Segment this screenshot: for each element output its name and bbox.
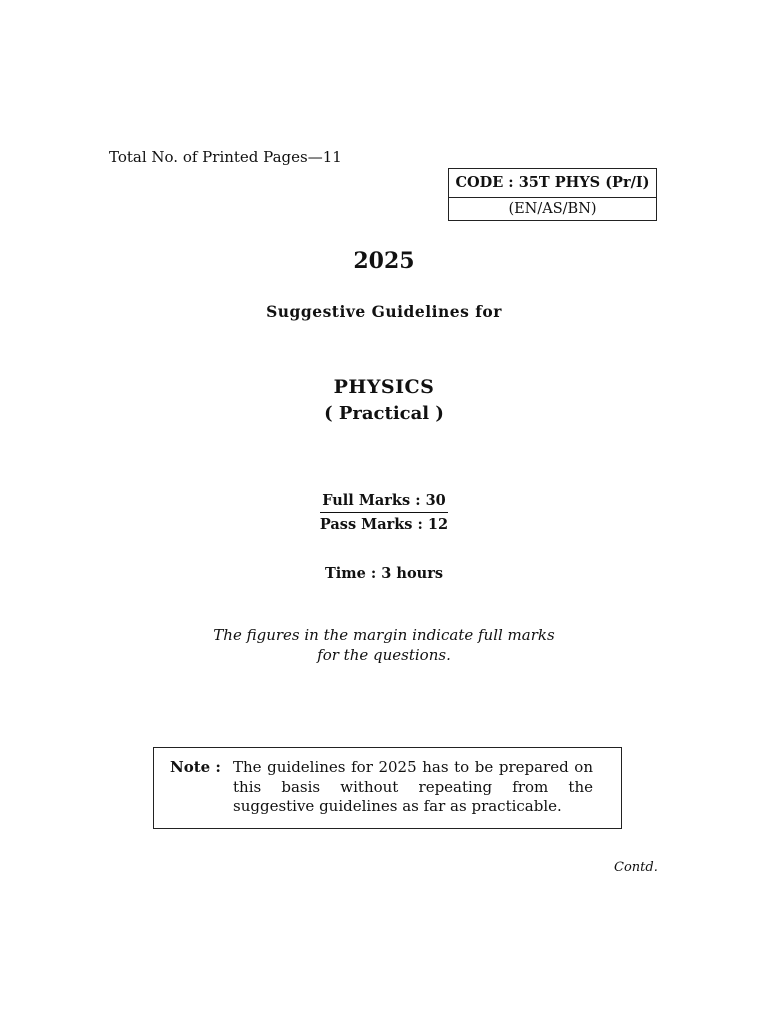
margin-instruction-line1: The figures in the margin indicate full marks (213, 626, 555, 644)
printed-pages-count: Total No. of Printed Pages—11 (109, 148, 342, 166)
margin-instruction-line2: for the questions. (317, 646, 451, 664)
margin-instruction (0, 625, 768, 665)
continued-marker: Contd. (614, 860, 658, 875)
subject-title: PHYSICS (333, 376, 435, 398)
exam-year: 2025 (353, 248, 415, 274)
note-box (153, 747, 622, 829)
paper-code: CODE : 35T PHYS (Pr/I) (449, 169, 656, 198)
language-codes: (EN/AS/BN) (508, 201, 597, 217)
paper-code-box (448, 168, 657, 221)
paper-type: ( Practical ) (324, 403, 444, 424)
document-subtitle: Suggestive Guidelines for (266, 302, 502, 321)
marks-block (0, 492, 768, 533)
exam-time: Time : 3 hours (324, 565, 443, 582)
note-text: The guidelines for 2025 has to be prepared on this basis without repeating from the suggestive guidelines as far as practicable. (233, 758, 593, 815)
full-marks: Full Marks : 30 (320, 492, 448, 513)
pass-marks: Pass Marks : 12 (319, 516, 449, 533)
note-label: Note : (170, 758, 221, 776)
